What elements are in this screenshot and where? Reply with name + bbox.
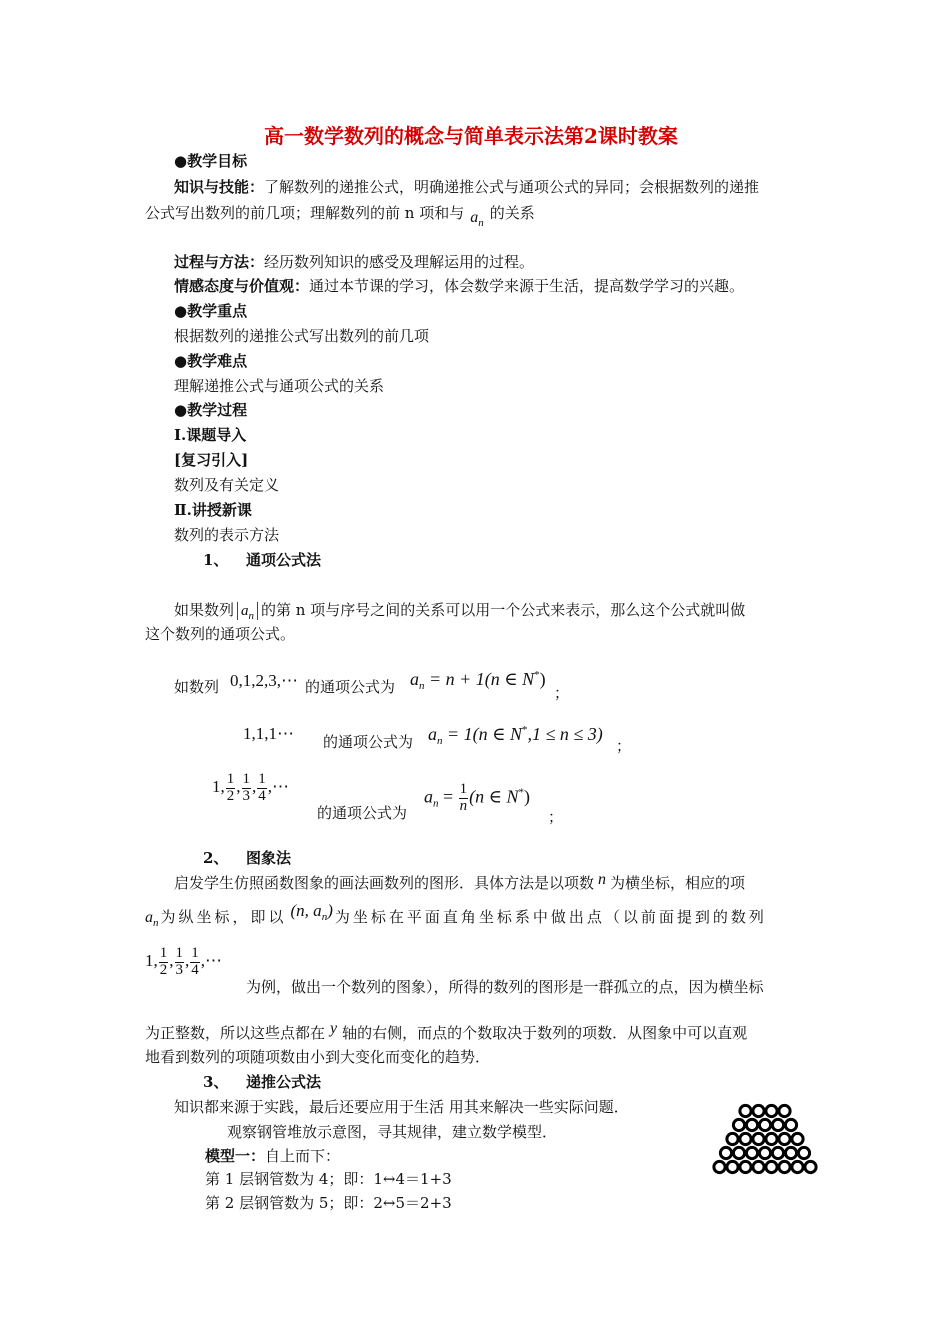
steel-pipe [759,1119,770,1130]
section2-sequence [145,946,222,979]
ex3-formula-tail: (n ∈ N [469,786,519,807]
math-n: n [153,917,159,929]
seq-comma: , [267,777,272,797]
seq-ellipsis: ⋯ [205,951,222,971]
math-a: a [470,209,479,226]
example3-semicolon: ； [548,808,564,826]
part1-heading: Ⅰ.课题导入 [174,426,247,444]
math-star: * [534,669,540,681]
math-n: n [248,610,255,622]
example3-sequence [212,772,289,805]
steel-pipe [714,1161,725,1172]
example2-label: 的通项公式为 [323,733,414,751]
skills-line-2 [145,204,535,229]
ex1-formula-text: = n + 1(n ∈ N [429,669,535,689]
s2-p2b: 为坐标在平面直角坐标系中做出点（以前面提到的数列 [334,908,767,926]
steel-pipe [779,1133,790,1144]
steel-pipe [753,1105,764,1116]
steel-pipe [727,1133,738,1144]
steel-pipe [759,1147,770,1158]
steel-pipe [753,1161,764,1172]
frac-den: 3 [175,961,183,978]
steel-pipe [792,1161,803,1172]
process-goal [174,255,534,270]
section1-para-line-2: 这个数列的通项公式。 [145,625,296,643]
ex2-formula-tail: ,1 ≤ n ≤ 3) [527,724,603,744]
seq-comma: , [153,951,158,971]
section2-title: 图象法 [246,849,292,867]
section3-title: 递推公式法 [246,1073,322,1091]
seq-comma: , [252,777,257,797]
math-close: ) [327,901,333,920]
skills-text-2b: 的关系 [489,204,535,222]
math-a: a [424,786,433,807]
math-star: * [521,724,528,736]
math-eq: = [443,786,454,807]
seq-comma: , [200,951,205,971]
frac-den: 4 [191,961,199,978]
fraction [242,772,252,805]
s2-p2a: 为纵坐标，即以 [160,908,287,926]
example1-sequence: 0,1,2,3,⋯ [230,671,298,690]
difficulty-text: 理解递推公式与通项公式的关系 [174,377,385,395]
seq-term: 1 [212,777,221,797]
process-label: 过程与方法： [174,253,265,271]
emotion-label: 情感态度与价值观： [174,277,310,295]
model-heading [205,1149,340,1164]
steel-pipe [746,1119,757,1130]
example2-formula [428,725,603,747]
frac-num: 1 [159,945,168,961]
model-line-1: 第 1 层钢管数为 4；即：1↔4＝1+3 [205,1170,452,1188]
emotion-text: 通过本节课的学习，体会数学来源于生活，提高数学学习的兴趣。 [309,277,745,295]
steel-pipe [727,1161,738,1172]
section3-line-2: 观察钢管堆放示意图，寻其规律，建立数学模型． [227,1123,558,1141]
review-heading: [复习引入] [174,451,249,469]
part2-heading: Ⅱ.讲授新课 [174,501,252,519]
difficulty-heading: ●教学难点 [174,352,248,370]
example1-label: 的通项公式为 [305,678,396,696]
steel-pipe [720,1147,731,1158]
math-close: ) [523,786,530,807]
seq-ellipsis: ⋯ [272,777,289,797]
section2-line-1 [174,871,746,892]
seq-comma: , [169,951,174,971]
para-1b: 的第 n 项与序号之间的关系可以用一个公式来表示，那么这个公式就叫做 [261,601,746,619]
steel-pipe [740,1105,751,1116]
frac-den: 2 [159,961,168,978]
s2-p1b: 为横坐标，相应的项 [610,874,746,892]
skills-line-1 [174,180,759,195]
steel-pipe [746,1147,757,1158]
s2-p4b: 轴的右侧，而点的个数取决于数列的项数．从图象中可以直观 [342,1024,748,1042]
fraction [159,946,169,979]
skills-text-2a: 公式写出数列的前几项；理解数列的前 n 项和与 [145,204,465,222]
s2-p1: 启发学生仿照函数图象的画法画数列的图形．具体方法是以项数 [174,874,595,892]
section2-num: 2、 [203,849,229,867]
section1-para-line-1 [174,603,745,622]
frac-den: 2 [226,787,235,804]
example1-formula [410,670,546,692]
skills-text-1: 了解数列的递推公式，明确递推公式与通项公式的异同；会根据数列的递推 [264,178,760,196]
model-label: 模型一： [205,1147,266,1165]
math-n: n [437,735,443,747]
steel-pipe [779,1105,790,1116]
seq-comma: , [236,777,241,797]
section2-line-4 [145,1020,748,1042]
section2-line-3: 为例，做出一个数列的图象），所得的数列的图形是一群孤立的点，因为横坐标 [246,978,764,996]
steel-pipe [798,1147,809,1158]
math-n: n [433,797,439,810]
math-a: a [241,603,249,619]
math-n: n [478,217,484,229]
goals-heading: ●教学目标 [174,152,248,170]
frac-num: 1 [191,945,199,961]
frac-den: n [459,797,468,814]
math-a-n [470,209,484,229]
example-intro: 如数列 [174,678,220,696]
steel-pipe [753,1133,764,1144]
frac-den: 4 [258,787,266,804]
steel-pipe [772,1147,783,1158]
example3-label: 的通项公式为 [317,804,408,822]
skills-label: 知识与技能： [174,178,265,196]
pair-text: (n, a [290,901,322,920]
key-point-heading: ●教学重点 [174,302,248,320]
steel-pipe [740,1161,751,1172]
section2-line-5: 地看到数列的项随项数由小到大变化而变化的趋势． [145,1048,491,1066]
math-star: * [518,786,524,799]
fraction [175,946,185,979]
frac-num: 1 [258,771,266,787]
math-n: n [598,871,607,888]
model-line-2: 第 2 层钢管数为 5；即：2↔5＝2+3 [205,1194,452,1212]
example2-semicolon: ； [616,737,632,755]
para-1a: 如果数列 [174,601,235,619]
math-close: ) [539,669,546,689]
example3-formula [424,782,530,815]
methods-text: 数列的表示方法 [174,526,280,544]
section3-line-1: 知识都来源于实践，最后还要应用于生活 用其来解决一些实际问题． [174,1098,629,1116]
math-a: a [145,909,153,926]
fraction [226,772,236,805]
math-a: a [428,724,437,744]
review-text: 数列及有关定义 [174,476,280,494]
frac-num: 1 [459,781,468,797]
sequence-braces [237,602,258,620]
s2-p4a: 为正整数，所以这些点都在 [145,1024,326,1042]
steel-pipe [785,1147,796,1158]
frac-num: 1 [242,771,250,787]
section1-num: 1、 [203,551,229,569]
frac-num: 1 [175,945,183,961]
emotion-goal [174,279,744,294]
section2-line-2 [145,901,767,929]
frac-num: 1 [226,771,235,787]
fraction [190,946,200,979]
steel-pipe [805,1161,816,1172]
coordinate-pair [290,901,333,923]
process-heading: ●教学过程 [174,401,248,419]
fraction [257,772,267,805]
steel-pipe [740,1133,751,1144]
steel-pipe [766,1161,777,1172]
steel-pipe [733,1119,744,1130]
process-text: 经历数列知识的感受及理解运用的过程。 [264,253,535,271]
math-n: n [419,680,425,692]
steel-pipe [792,1133,803,1144]
steel-pipe-stack-diagram [706,1102,824,1182]
section3-num: 3、 [203,1073,229,1091]
steel-pipe [766,1133,777,1144]
math-a: a [410,669,419,689]
ex2-formula-text: = 1(n ∈ N [447,724,522,744]
steel-pipe [733,1147,744,1158]
section1-title: 通项公式法 [246,551,322,569]
steel-pipe [785,1119,796,1130]
seq-term: 1 [145,951,154,971]
page-title: 高一数学数列的概念与简单表示法第2课时教案 [264,124,678,148]
example1-semicolon: ； [554,684,570,702]
fraction [459,782,469,815]
seq-comma: , [185,951,190,971]
math-n: n [321,911,328,923]
model-text: 自上而下： [265,1147,341,1165]
example2-sequence: 1,1,1⋯ [243,724,294,743]
steel-pipe [766,1105,777,1116]
seq-comma: , [220,777,225,797]
key-point-text: 根据数列的递推公式写出数列的前几项 [174,327,430,345]
math-y: y [330,1020,338,1037]
steel-pipe [772,1119,783,1130]
steel-pipe [779,1161,790,1172]
frac-den: 3 [242,787,250,804]
